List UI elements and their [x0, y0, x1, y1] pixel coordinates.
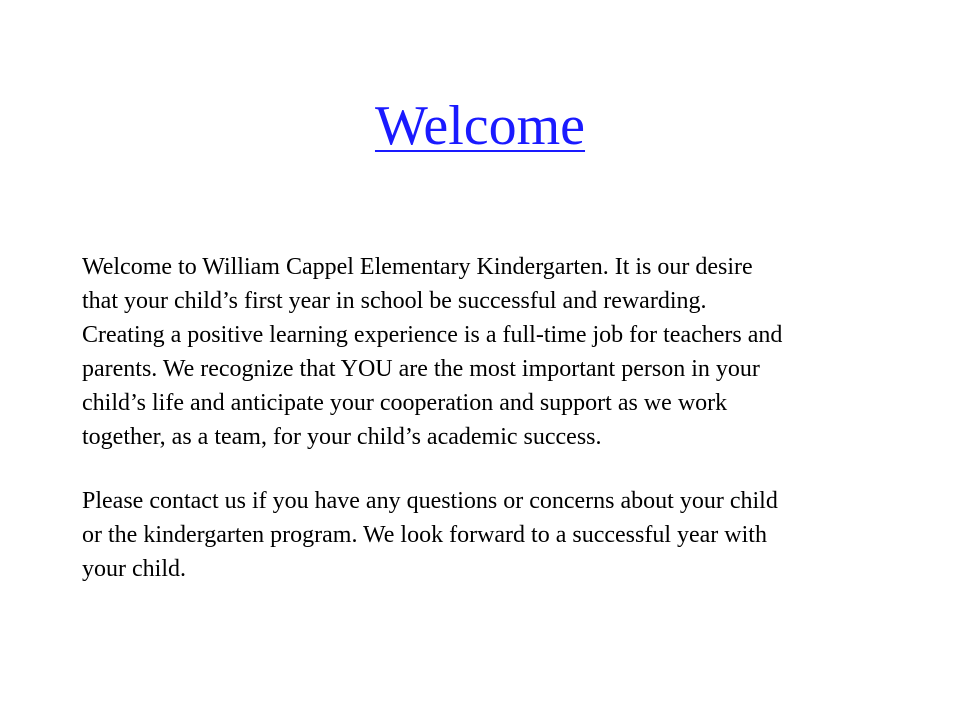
slide-title [0, 88, 960, 164]
welcome-paragraph: Welcome to William Cappel Elementary Kindergarten. It is our desire that your child’s first year in school be successful and rewarding. Creating a positive learning experience is a full-time job for teachers and parents. We recognize that YOU are the most important person in your child’s life and anticipate your cooperation and support as we work together, as a team, for your child’s academic success. [82, 254, 783, 450]
body-text [82, 250, 882, 616]
welcome-link[interactable]: Welcome [374, 95, 586, 157]
contact-paragraph: Please contact us if you have any questions or concerns about your child or the kindergarten program. We look forward to a successful year with your child. [82, 488, 778, 582]
